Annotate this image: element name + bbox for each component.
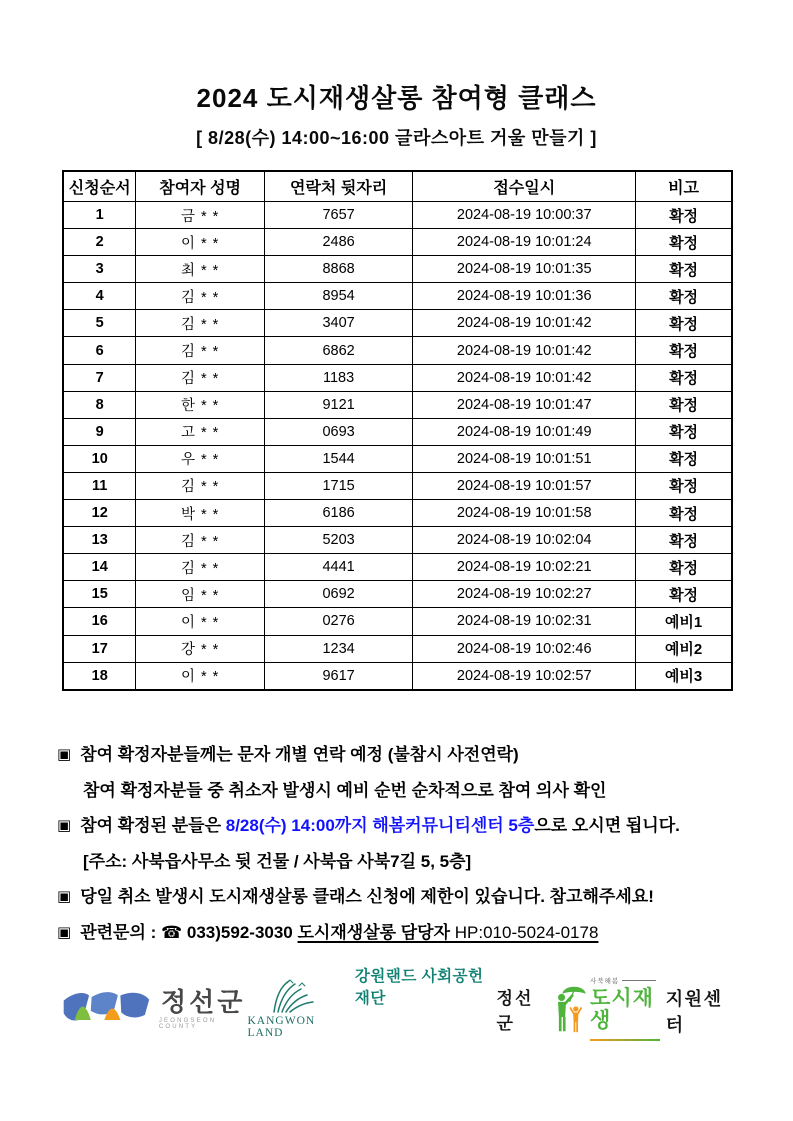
note-text: 참여 확정된 분들은 [80, 816, 226, 835]
order-cell: 9 [63, 418, 136, 445]
name-cell: 최 * * [136, 256, 264, 283]
participant-table-wrap [62, 170, 733, 691]
umbrella-figures-icon [550, 981, 587, 1037]
table-row [63, 391, 732, 418]
datetime-cell: 2024-08-19 10:01:36 [413, 283, 636, 310]
phone-icon: ☎ [160, 923, 183, 942]
datetime-cell: 2024-08-19 10:01:42 [413, 364, 636, 391]
phone-cell: 1183 [264, 364, 413, 391]
participant-table [62, 170, 733, 691]
order-cell: 17 [63, 635, 136, 662]
note-text: 참여 확정자분들께는 문자 개별 연락 예정 (불참시 사전연락) [80, 745, 519, 764]
note-line-5 [57, 883, 747, 911]
note-text: 당일 취소 발생시 도시재생살롱 클래스 신청에 제한이 있습니다. 참고해주세요! [80, 887, 654, 906]
status-cell: 확정 [636, 202, 732, 229]
table-row [63, 310, 732, 337]
square-bullet-icon: ▣ [57, 746, 72, 763]
note-line-2 [57, 777, 747, 804]
order-cell: 11 [63, 472, 136, 499]
name-cell: 임 * * [136, 581, 264, 608]
square-bullet-icon: ▣ [57, 817, 72, 834]
table-row [63, 364, 732, 391]
phone-cell: 3407 [264, 310, 413, 337]
order-cell: 16 [63, 608, 136, 635]
table-row [63, 581, 732, 608]
regen-small-label: 사북해봄 [590, 976, 733, 985]
regen-accent-line [590, 1039, 660, 1041]
order-cell: 10 [63, 445, 136, 472]
phone-cell: 2486 [264, 229, 413, 256]
datetime-cell: 2024-08-19 10:02:04 [413, 527, 636, 554]
order-cell: 6 [63, 337, 136, 364]
square-bullet-icon: ▣ [57, 888, 72, 905]
table-row [63, 527, 732, 554]
status-cell: 확정 [636, 445, 732, 472]
note-line-6 [57, 919, 747, 947]
status-cell: 확정 [636, 500, 732, 527]
datetime-cell: 2024-08-19 10:01:58 [413, 500, 636, 527]
order-cell: 12 [63, 500, 136, 527]
status-cell: 예비3 [636, 662, 732, 690]
jeongseon-name-text: 정선군 [160, 986, 246, 1017]
note-text: 으로 오시면 됩니다. [534, 816, 680, 835]
datetime-cell: 2024-08-19 10:01:47 [413, 391, 636, 418]
phone-cell: 4441 [264, 554, 413, 581]
urban-regeneration-center-logo [497, 976, 733, 1041]
datetime-cell: 2024-08-19 10:02:31 [413, 608, 636, 635]
table-row [63, 418, 732, 445]
name-cell: 김 * * [136, 337, 264, 364]
note-address: [주소: 사북읍사무소 뒷 건물 / 사북읍 사북7길 5, 5층] [83, 852, 472, 871]
contact-hp-number: HP:010-5024-0178 [450, 923, 599, 942]
status-cell: 확정 [636, 418, 732, 445]
order-cell: 3 [63, 256, 136, 283]
datetime-cell: 2024-08-19 10:01:35 [413, 256, 636, 283]
status-cell: 예비2 [636, 635, 732, 662]
datetime-cell: 2024-08-19 10:01:51 [413, 445, 636, 472]
table-row [63, 283, 732, 310]
datetime-cell: 2024-08-19 10:02:27 [413, 581, 636, 608]
table-row [63, 337, 732, 364]
phone-cell: 5203 [264, 527, 413, 554]
regen-green-text: 도시재생 [590, 987, 654, 1032]
phone-cell: 1544 [264, 445, 413, 472]
note-line-1 [57, 741, 747, 769]
datetime-cell: 2024-08-19 10:01:24 [413, 229, 636, 256]
name-cell: 이 * * [136, 608, 264, 635]
name-cell: 이 * * [136, 229, 264, 256]
name-cell: 김 * * [136, 283, 264, 310]
header-order: 신청순서 [63, 171, 136, 202]
order-cell: 18 [63, 662, 136, 690]
phone-cell: 8868 [264, 256, 413, 283]
order-cell: 4 [63, 283, 136, 310]
datetime-cell: 2024-08-19 10:02:46 [413, 635, 636, 662]
name-cell: 우 * * [136, 445, 264, 472]
header-status: 비고 [636, 171, 732, 202]
status-cell: 확정 [636, 364, 732, 391]
contact-number: 033)592-3030 [182, 923, 298, 942]
status-cell: 확정 [636, 283, 732, 310]
name-cell: 김 * * [136, 364, 264, 391]
datetime-cell: 2024-08-19 10:02:57 [413, 662, 636, 690]
order-cell: 15 [63, 581, 136, 608]
table-row [63, 472, 732, 499]
page-subtitle: [ 8/28(수) 14:00~16:00 글라스아트 거울 만들기 ] [196, 128, 597, 148]
name-cell: 이 * * [136, 662, 264, 690]
order-cell: 13 [63, 527, 136, 554]
table-row [63, 229, 732, 256]
order-cell: 2 [63, 229, 136, 256]
footer-logos [62, 968, 733, 1041]
note-text: 참여 확정자분들 중 취소자 발생시 예비 순번 순차적으로 참여 의사 확인 [83, 781, 607, 800]
kangwon-fan-icon [269, 978, 321, 1014]
order-cell: 7 [63, 364, 136, 391]
header-name: 참여자 성명 [136, 171, 264, 202]
phone-cell: 7657 [264, 202, 413, 229]
datetime-cell: 2024-08-19 10:01:42 [413, 310, 636, 337]
order-cell: 14 [63, 554, 136, 581]
phone-cell: 9121 [264, 391, 413, 418]
status-cell: 확정 [636, 527, 732, 554]
order-cell: 1 [63, 202, 136, 229]
phone-cell: 1715 [264, 472, 413, 499]
status-cell: 확정 [636, 472, 732, 499]
datetime-cell: 2024-08-19 10:01:57 [413, 472, 636, 499]
note-highlight-venue: 8/28(수) 14:00까지 해봄커뮤니티센터 5층 [225, 816, 535, 835]
name-cell: 한 * * [136, 391, 264, 418]
regen-prefix-text: 정선군 [496, 988, 534, 1033]
table-row [63, 662, 732, 690]
participant-table-body [63, 202, 732, 690]
page-title: 2024 도시재생살롱 참여형 클래스 [196, 83, 597, 113]
header-phone: 연락처 뒷자리 [264, 171, 413, 202]
header-datetime: 접수일시 [413, 171, 636, 202]
table-row [63, 445, 732, 472]
note-line-3 [57, 812, 747, 840]
kangwon-land-logo [247, 968, 497, 1039]
table-header-row [63, 171, 732, 202]
phone-cell: 9617 [264, 662, 413, 690]
datetime-cell: 2024-08-19 10:01:42 [413, 337, 636, 364]
table-row [63, 202, 732, 229]
name-cell: 금 * * [136, 202, 264, 229]
table-row [63, 500, 732, 527]
datetime-cell: 2024-08-19 10:01:49 [413, 418, 636, 445]
status-cell: 확정 [636, 391, 732, 418]
phone-cell: 6186 [264, 500, 413, 527]
name-cell: 김 * * [136, 554, 264, 581]
status-cell: 확정 [636, 310, 732, 337]
datetime-cell: 2024-08-19 10:02:21 [413, 554, 636, 581]
regen-suffix-text: 지원센터 [665, 989, 723, 1035]
order-cell: 8 [63, 391, 136, 418]
square-bullet-icon: ▣ [57, 924, 72, 941]
name-cell: 박 * * [136, 500, 264, 527]
phone-cell: 8954 [264, 283, 413, 310]
phone-cell: 0693 [264, 418, 413, 445]
note-line-4 [57, 848, 747, 875]
name-cell: 고 * * [136, 418, 264, 445]
status-cell: 확정 [636, 554, 732, 581]
name-cell: 강 * * [136, 635, 264, 662]
kangwon-wordmark-text: KANGWON LAND [247, 1015, 316, 1039]
jeongseon-caption-text: JEONGSEON COUNTY [158, 1017, 217, 1030]
name-cell: 김 * * [136, 527, 264, 554]
contact-underlined [298, 923, 599, 942]
status-cell: 예비1 [636, 608, 732, 635]
phone-cell: 6862 [264, 337, 413, 364]
table-row [63, 256, 732, 283]
phone-cell: 1234 [264, 635, 413, 662]
notes-section [57, 741, 747, 955]
jeongseon-county-logo [62, 985, 248, 1033]
order-cell: 5 [63, 310, 136, 337]
status-cell: 확정 [636, 581, 732, 608]
dash-line [622, 980, 656, 981]
contact-role: 도시재생살롱 담당자 [297, 923, 451, 942]
table-row [63, 554, 732, 581]
jeongseon-mountains-icon [62, 985, 151, 1033]
phone-cell: 0692 [264, 581, 413, 608]
status-cell: 확정 [636, 229, 732, 256]
status-cell: 확정 [636, 256, 732, 283]
table-row [63, 608, 732, 635]
name-cell: 김 * * [136, 310, 264, 337]
status-cell: 확정 [636, 337, 732, 364]
datetime-cell: 2024-08-19 10:00:37 [413, 202, 636, 229]
name-cell: 김 * * [136, 472, 264, 499]
phone-cell: 0276 [264, 608, 413, 635]
note-text: 관련문의 : [80, 923, 161, 942]
kangwon-org-text: 강원랜드 사회공헌재단 [354, 968, 484, 1007]
table-row [63, 635, 732, 662]
